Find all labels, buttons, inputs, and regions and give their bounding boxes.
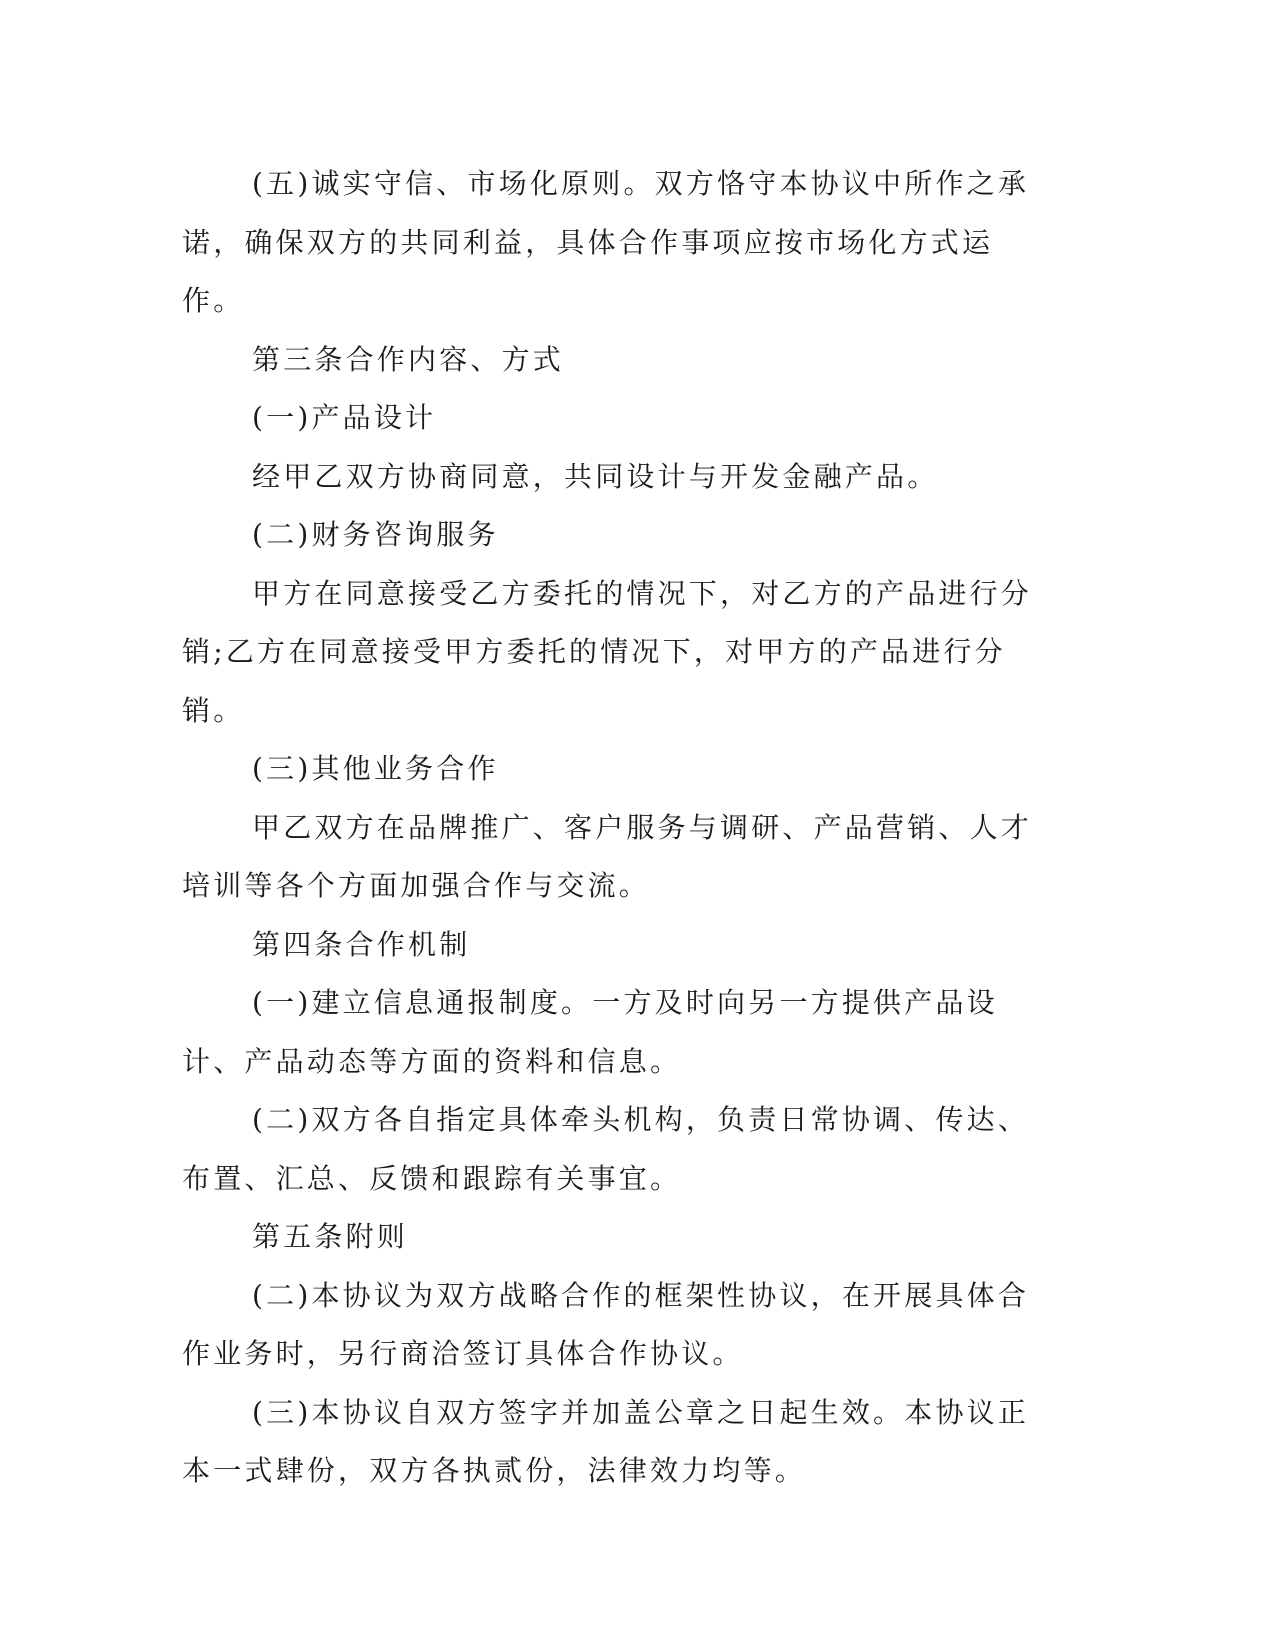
article-3-heading: 第三条合作内容、方式 [252, 342, 565, 376]
subheading-other-business: (三)其他业务合作 [252, 752, 499, 785]
paragraph-mechanism-2: (二)双方各自指定具体牵头机构，负责日常协调、传达、布置、汇总、反馈和跟踪有关事宜。 [182, 1103, 1030, 1195]
article-5-heading: 第五条附则 [252, 1220, 409, 1253]
paragraph-other-business: 甲乙双方在品牌推广、客户服务与调研、产品营销、人才培训等各个方面加强合作与交流。 [182, 810, 1033, 902]
subheading-financial-consulting: (二)财务咨询服务 [252, 518, 499, 551]
paragraph-supplementary-3: (三)本协议自双方签字并加盖公章之日起生效。本协议正本一式肆份，双方各执贰份，法律效力均等。 [182, 1395, 1030, 1487]
article-4-heading: 第四条合作机制 [252, 927, 471, 961]
subheading-product-design: (一)产品设计 [252, 401, 437, 434]
paragraph-principle-5: (五)诚实守信、市场化原则。双方恪守本协议中所作之承诺，确保双方的共同利益，具体合作事项应按市场化方式运作。 [182, 167, 1030, 317]
paragraph-product-design: 经甲乙双方协商同意，共同设计与开发金融产品。 [252, 459, 939, 493]
paragraph-financial-consulting: 甲方在同意接受乙方委托的情况下，对乙方的产品进行分销;乙方在同意接受甲方委托的情况下，对甲方的产品进行分销。 [182, 576, 1033, 727]
paragraph-mechanism-1: (一)建立信息通报制度。一方及时向另一方提供产品设计、产品动态等方面的资料和信息。 [182, 986, 998, 1078]
document-body [182, 155, 1042, 1501]
paragraph-supplementary-2: (二)本协议为双方战略合作的框架性协议，在开展具体合作业务时，另行商洽签订具体合作协议。 [182, 1278, 1030, 1370]
